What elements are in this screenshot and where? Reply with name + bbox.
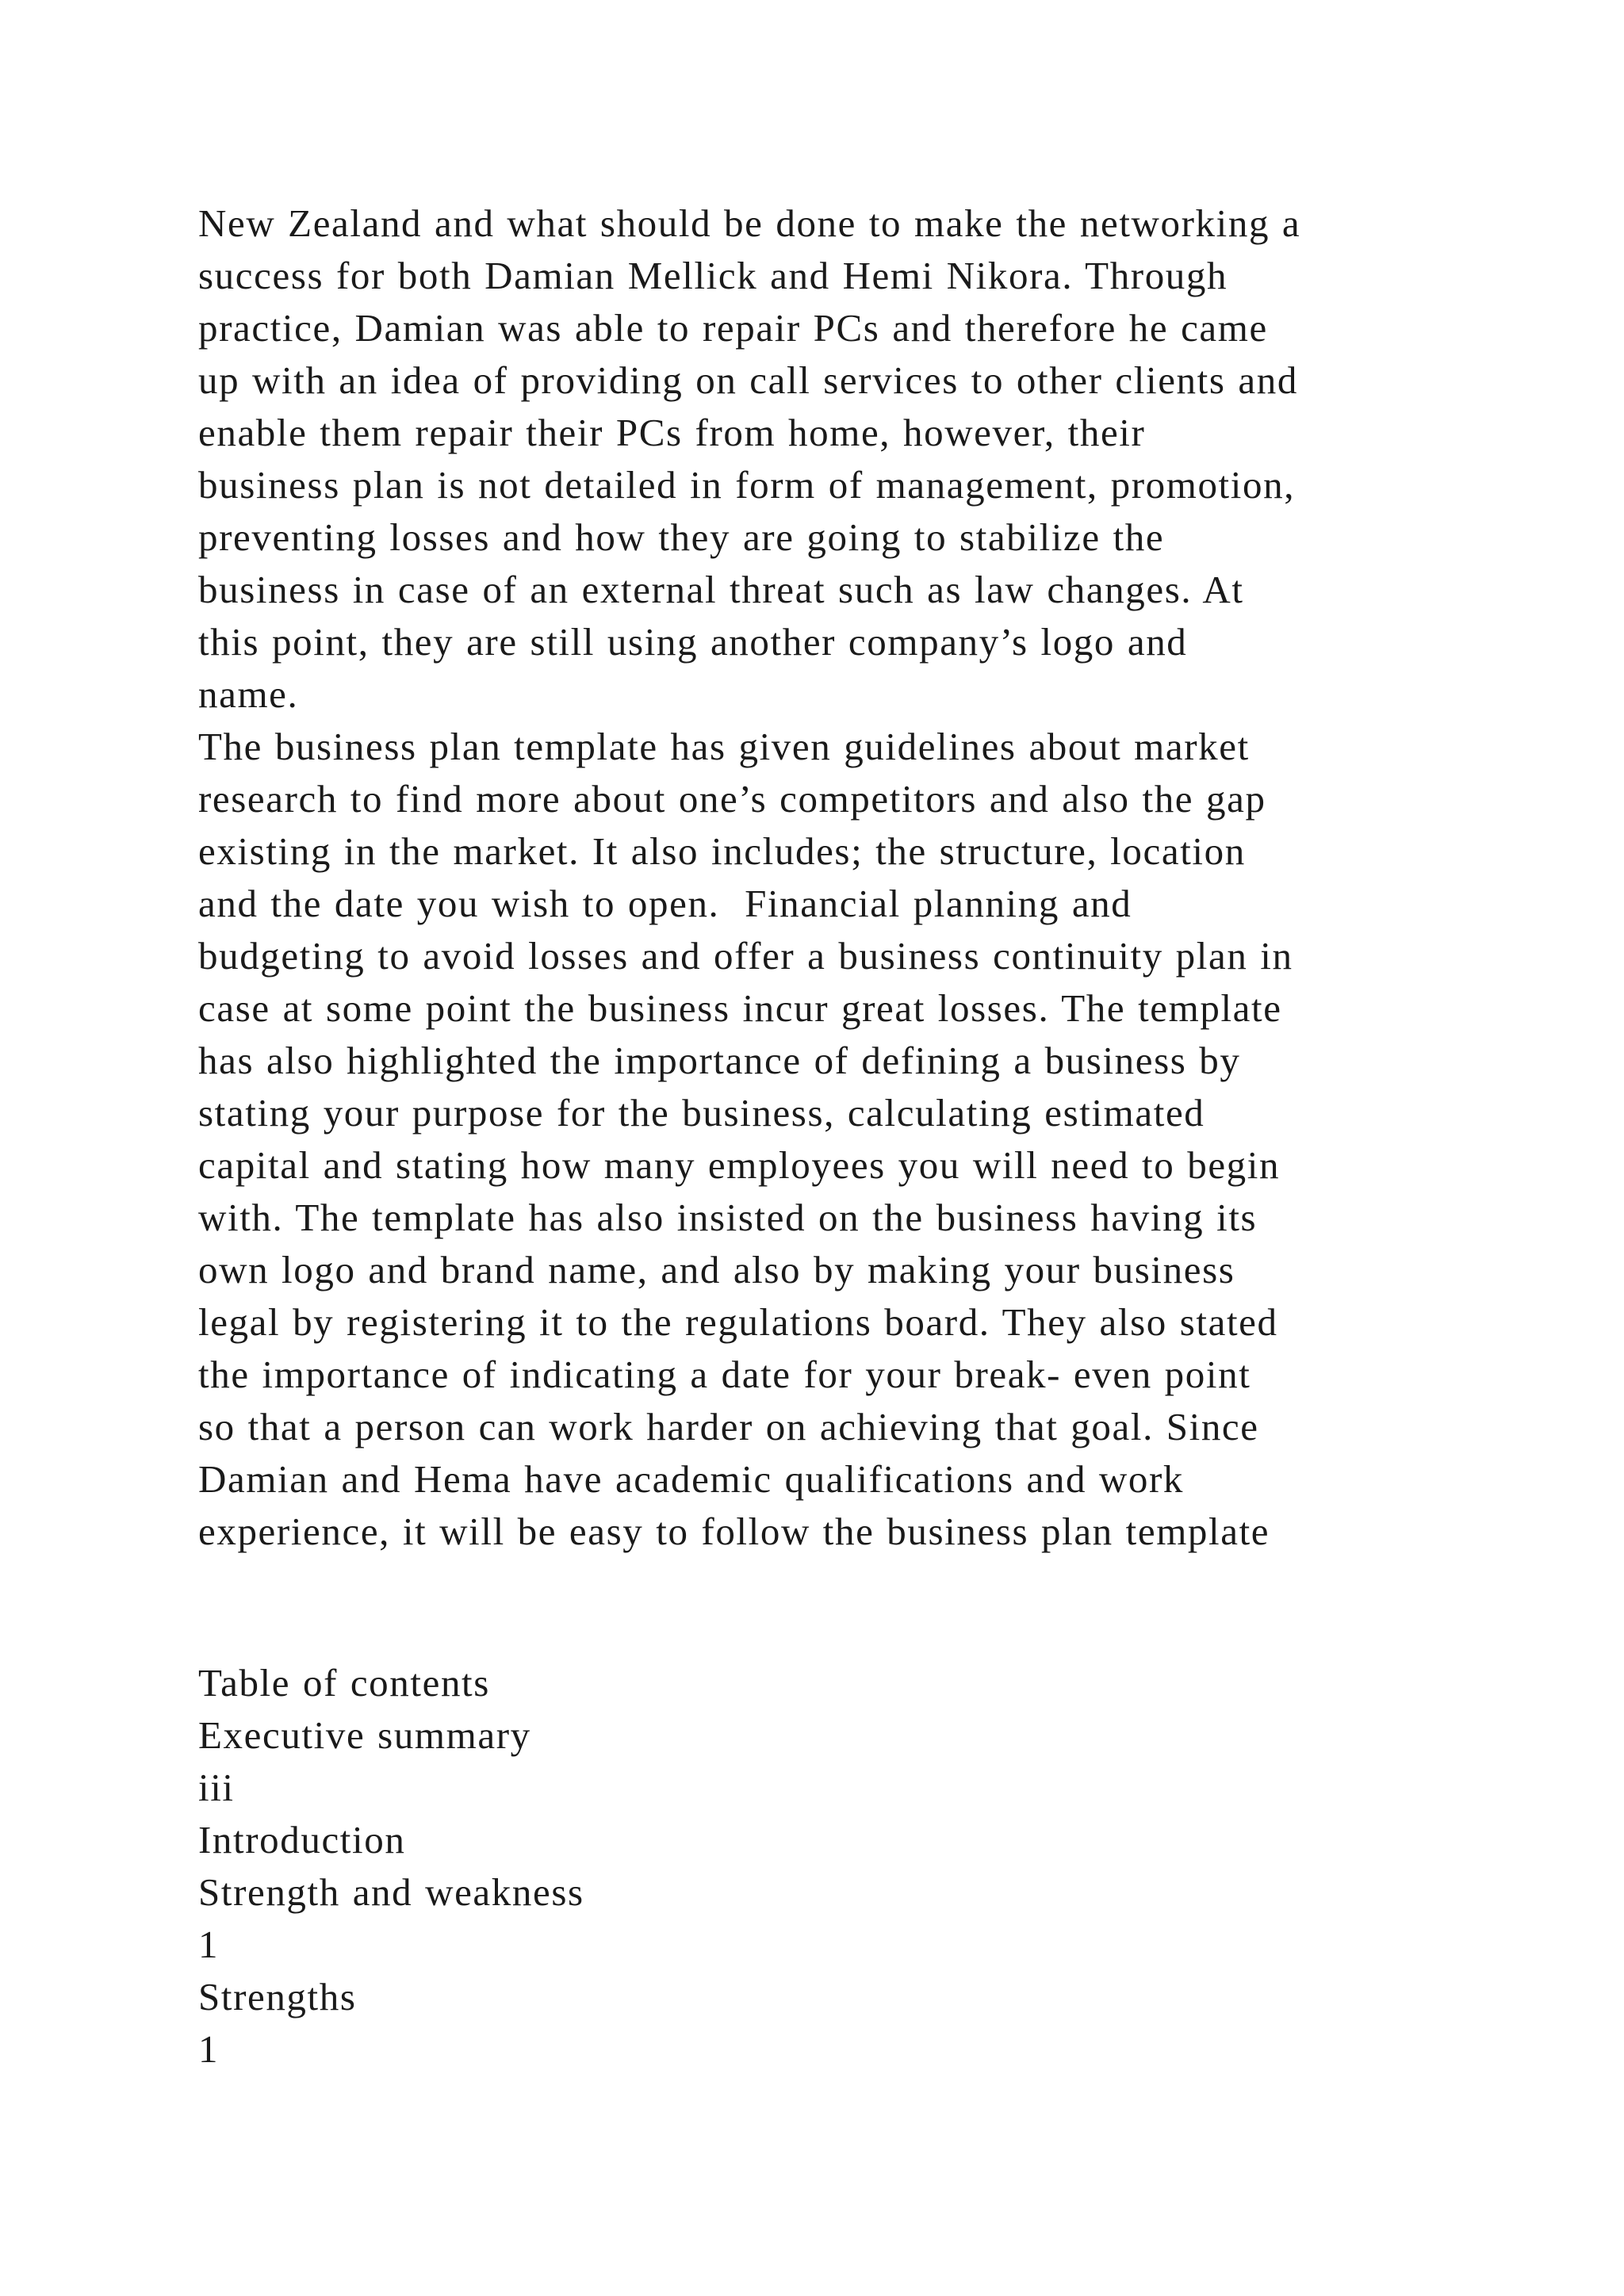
body-line: The business plan template has given guidelines about market — [198, 725, 1250, 768]
body-line: business in case of an external threat such as law changes. At — [198, 568, 1244, 611]
body-line: name. — [198, 672, 299, 716]
toc-entry: Strengths — [198, 1975, 357, 2019]
body-line: stating your purpose for the business, calculating estimated — [198, 1091, 1205, 1135]
body-line: up with an idea of providing on call services to other clients and — [198, 358, 1298, 402]
toc-heading: Table of contents — [198, 1661, 490, 1705]
body-line: New Zealand and what should be done to make the networking a — [198, 201, 1301, 245]
body-line: and the date you wish to open. Financial planning and — [198, 882, 1132, 925]
body-line: capital and stating how many employees you will need to begin — [198, 1143, 1281, 1187]
body-line: enable them repair their PCs from home, however, their — [198, 411, 1146, 454]
toc-entry: Executive summary — [198, 1713, 531, 1757]
toc-entry: Strength and weakness — [198, 1870, 584, 1914]
body-line: business plan is not detailed in form of management, promotion, — [198, 463, 1296, 507]
body-line: has also highlighted the importance of defining a business by — [198, 1039, 1241, 1082]
body-line: existing in the market. It also includes; the structure, location — [198, 829, 1246, 873]
body-line: budgeting to avoid losses and offer a business continuity plan in — [198, 934, 1293, 978]
toc-entry: Introduction — [198, 1818, 406, 1862]
body-line: case at some point the business incur great losses. The template — [198, 986, 1282, 1030]
toc-page-number: iii — [198, 1766, 235, 1809]
body-line: preventing losses and how they are going to stabilize the — [198, 515, 1165, 559]
toc-page-number: 1 — [198, 1923, 220, 1966]
toc-page-number: 1 — [198, 2027, 220, 2071]
body-line: legal by registering it to the regulations board. They also stated — [198, 1300, 1278, 1344]
body-line: with. The template has also insisted on the business having its — [198, 1196, 1258, 1239]
body-line: practice, Damian was able to repair PCs and therefore he came — [198, 306, 1268, 350]
body-text — [198, 197, 1483, 1558]
body-line: experience, it will be easy to follow the business plan template — [198, 1510, 1270, 1553]
body-line: research to find more about one’s competitors and also the gap — [198, 777, 1266, 821]
table-of-contents — [198, 1657, 1483, 2076]
body-line: Damian and Hema have academic qualifications and work — [198, 1457, 1185, 1501]
body-line: so that a person can work harder on achieving that goal. Since — [198, 1405, 1259, 1448]
body-line: own logo and brand name, and also by making your business — [198, 1248, 1235, 1292]
body-line: the importance of indicating a date for your break- even point — [198, 1353, 1251, 1396]
body-line: this point, they are still using another company’s logo and — [198, 620, 1188, 664]
body-line: success for both Damian Mellick and Hemi Nikora. Through — [198, 254, 1228, 297]
